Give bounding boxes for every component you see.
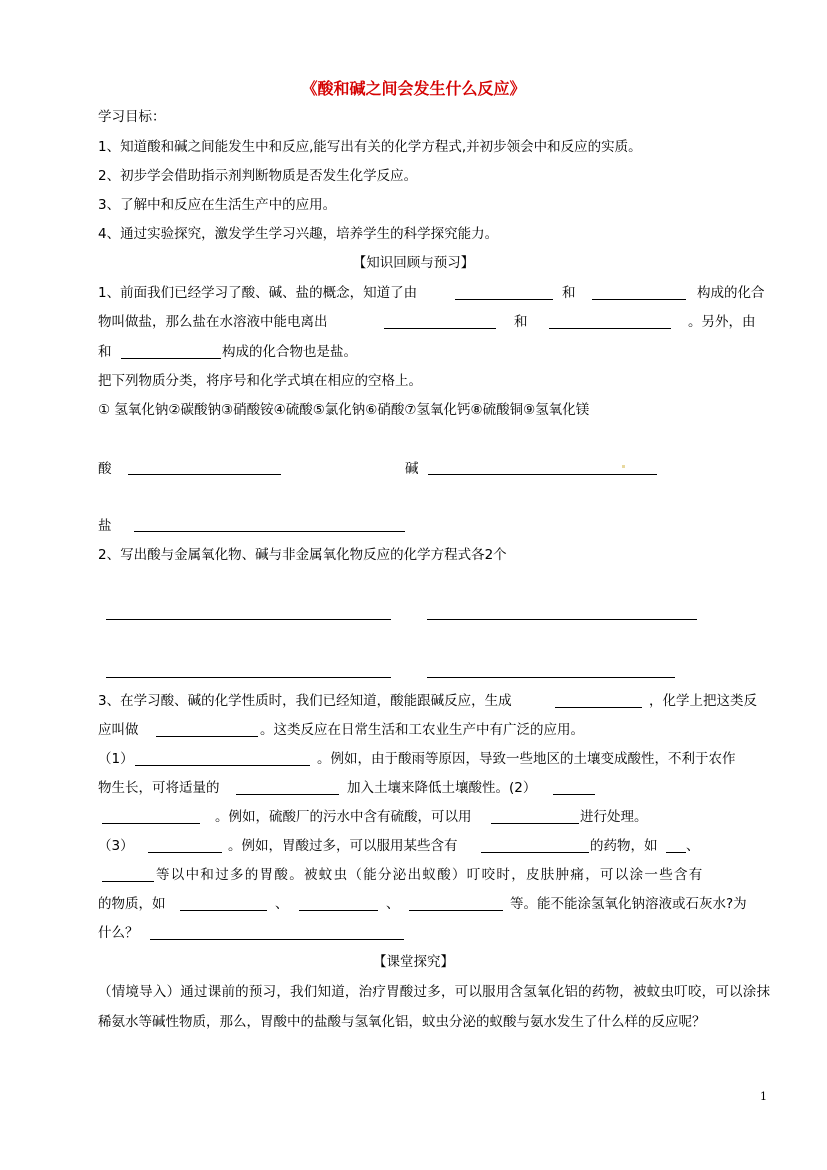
speck <box>622 465 625 468</box>
base-label: 碱 <box>405 461 419 477</box>
q3-text: 应叫做 <box>98 722 139 738</box>
q3-text: ，化学上把这类反 <box>649 693 757 709</box>
answer-blank[interactable] <box>102 881 154 882</box>
q1-text: 和 <box>98 344 112 360</box>
q1-text: 物叫做盐，那么盐在水溶液中能电离出 <box>98 314 328 330</box>
acid-answer-line[interactable] <box>128 474 281 475</box>
q3-text: 。例如，硫酸厂的污水中含有硫酸，可以用 <box>215 809 472 825</box>
q1-text: 构成的化合 <box>697 285 765 301</box>
q3-text: 。这类反应在日常生活和工农业生产中有广泛的应用。 <box>260 722 584 738</box>
salt-label: 盐 <box>98 518 112 534</box>
q3-text: 。例如，由于酸雨等原因，导致一些地区的土壤变成酸性，不利于农作 <box>317 751 736 767</box>
q3-text: 进行处理。 <box>580 809 648 825</box>
answer-blank[interactable] <box>491 823 579 824</box>
answer-blank[interactable] <box>409 910 503 911</box>
objective-item: 1、知道酸和碱之间能发生中和反应,能写出有关的化学方程式,并初步领会中和反应的实质。 <box>98 139 642 155</box>
q3-text: 、 <box>275 896 289 912</box>
q2-text: 2、写出酸与金属氧化物、碱与非金属氧化物反应的化学方程式各2个 <box>98 547 507 563</box>
answer-blank[interactable] <box>592 299 686 300</box>
answer-blank[interactable] <box>481 852 589 853</box>
answer-blank[interactable] <box>236 794 339 795</box>
q1-text: 。另外，由 <box>688 314 756 330</box>
answer-blank[interactable] <box>299 910 378 911</box>
base-answer-line[interactable] <box>428 474 657 475</box>
q3-text: 物生长，可将适量的 <box>98 780 220 796</box>
q1-text: 和 <box>514 314 528 330</box>
q3-text: 等以中和过多的胃酸。被蚊虫（能分泌出蚁酸）叮咬时，皮肤肿痛，可以涂一些含有 <box>156 867 704 883</box>
equation-line[interactable] <box>427 619 697 620</box>
answer-blank[interactable] <box>180 910 267 911</box>
acid-label: 酸 <box>98 461 112 477</box>
answer-blank[interactable] <box>549 328 671 329</box>
classroom-intro: （情境导入）通过课前的预习，我们知道，治疗胃酸过多，可以服用含氢氧化铝的药物，被蚊虫叮咬，可以涂抹稀氨水等碱性物质，那么，胃酸中的盐酸与氢氧化铝，蚊虫分泌的蚁酸与氨水发生了什么样的反应呢？ <box>98 984 770 1030</box>
answer-blank[interactable] <box>553 794 595 795</box>
equation-line[interactable] <box>106 619 391 620</box>
equation-line[interactable] <box>106 677 391 678</box>
q3-text: 的药物，如 <box>590 838 658 854</box>
q3-text: 3、在学习酸、碱的化学性质时，我们已经知道，酸能跟碱反应，生成 <box>98 693 512 709</box>
classroom-heading: 【课堂探究】 <box>373 954 454 970</box>
answer-blank[interactable] <box>455 299 553 300</box>
objective-item: 2、初步学会借助指示剂判断物质是否发生化学反应。 <box>98 168 418 184</box>
salt-answer-line[interactable] <box>134 531 405 532</box>
substance-list: ① 氢氧化钠②碳酸钠③硝酸铵④硫酸⑤氯化钠⑥硝酸⑦氢氧化钙⑧硫酸铜⑨氢氧化镁 <box>98 402 590 418</box>
objective-item: 4、通过实验探究，激发学生学习兴趣，培养学生的科学探究能力。 <box>98 226 499 242</box>
page-title: 《酸和碱之间会发生什么反应》 <box>301 79 526 98</box>
answer-blank[interactable] <box>150 939 404 940</box>
q3-text: （1） <box>98 751 134 767</box>
q3-text: 。例如，胃酸过多，可以服用某些含有 <box>228 838 458 854</box>
answer-blank[interactable] <box>102 823 200 824</box>
q3-text: 的物质，如 <box>98 896 166 912</box>
q1-text: 和 <box>562 285 576 301</box>
classify-prompt: 把下列物质分类，将序号和化学式填在相应的空格上。 <box>98 373 422 389</box>
answer-blank[interactable] <box>666 852 686 853</box>
q1-text: 构成的化合物也是盐。 <box>222 344 357 360</box>
q3-text: 等。能不能涂氢氧化钠溶液或石灰水?为 <box>510 896 747 912</box>
q3-text: （3） <box>98 838 134 854</box>
review-heading: 【知识回顾与预习】 <box>352 255 475 271</box>
q3-text: 、 <box>686 838 700 854</box>
page-number: 1 <box>760 1090 767 1103</box>
objective-item: 3、了解中和反应在生活生产中的应用。 <box>98 197 337 213</box>
answer-blank[interactable] <box>384 328 496 329</box>
answer-blank[interactable] <box>135 765 310 766</box>
q3-text: 什么？ <box>98 925 139 941</box>
q3-text: 、 <box>386 896 400 912</box>
answer-blank[interactable] <box>121 358 221 359</box>
answer-blank[interactable] <box>148 852 222 853</box>
equation-line[interactable] <box>427 677 675 678</box>
answer-blank[interactable] <box>156 736 258 737</box>
q1-text: 1、前面我们已经学习了酸、碱、盐的概念，知道了由 <box>98 285 418 301</box>
answer-blank[interactable] <box>555 707 642 708</box>
q3-text: 加入土壤来降低土壤酸性。(2） <box>347 780 537 796</box>
objectives-heading: 学习目标： <box>98 109 166 125</box>
